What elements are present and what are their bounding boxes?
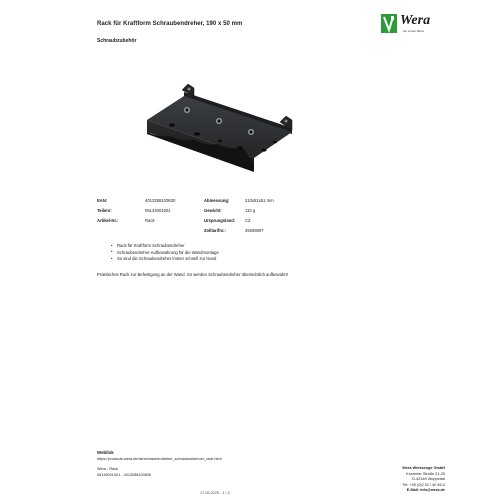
logo-icon (381, 14, 399, 34)
footer-codes-line: 05134001001 - 4013288100830 (97, 473, 152, 477)
footer-company (402, 466, 445, 494)
category-label: Schraubzubehör (97, 38, 137, 44)
spec-value: 110 g (245, 208, 256, 213)
spec-value: 4013288100830 (145, 198, 176, 203)
spec-label: Zolltarifnr.: (204, 228, 226, 233)
spec-label: Gewicht: (204, 208, 222, 213)
spec-label: Artikel-Nr.: (97, 218, 119, 223)
company-email[interactable]: E-Mail: info@wera.de (406, 488, 445, 492)
document-title: Rack für Kraftform Schraubendreher, 190 x 50 mm (97, 21, 243, 27)
company-phone: Tel: +49 (0)2 02 / 40 45-0 (402, 482, 445, 487)
spec-table (97, 198, 347, 238)
logo-wordmark: Wera (400, 13, 431, 28)
spec-row (97, 228, 347, 238)
weblink-heading: Weblink (97, 450, 114, 455)
spec-row (97, 198, 347, 208)
spec-label: EAN: (97, 198, 108, 203)
feature-item: • Schraubendreher-Aufbewahrung für die Wandmontage (111, 250, 219, 257)
feature-item: • Rack für Kraftform Schraubendreher (111, 243, 219, 250)
logo-tagline: Go a new Wera (403, 29, 424, 33)
product-description: Praktisches Rack zur Befestigung an der Wand. So werden Schraubendreher übersichtlich aufbewahrt! (97, 272, 288, 277)
spec-row (97, 218, 347, 228)
spec-value: CZ (245, 218, 251, 223)
spec-value: Rack (145, 218, 155, 223)
spec-label: Teilenr: (97, 208, 112, 213)
product-image-rack (142, 80, 302, 175)
footer-product-line: Wera - Rack (97, 467, 119, 471)
wera-logo (381, 14, 445, 36)
spec-label: Ursprungsland: (204, 218, 236, 223)
page-info: 17.05.2025 - 1 / 2 (200, 491, 230, 495)
feature-item: • So sind die Schraubendreher immer schnell zur Hand (111, 256, 219, 263)
weblink-url[interactable]: https://products.wera.de/de/schraubendreher_schraubzubehoer_rack.html (97, 457, 222, 461)
company-name: Wera Werkzeuge GmbH (402, 466, 445, 470)
company-city: D-42349 Wuppertal (412, 477, 445, 481)
spec-value: 05134001001 (145, 208, 171, 213)
company-street: Korzerter Straße 21-25 (406, 471, 445, 476)
spec-row (97, 208, 347, 218)
spec-label: Abmessung: (204, 198, 230, 203)
spec-value: 39269097 (245, 228, 264, 233)
footer-left (97, 466, 151, 478)
spec-value: 210x81x51 mm (245, 198, 274, 203)
feature-list (111, 243, 219, 263)
